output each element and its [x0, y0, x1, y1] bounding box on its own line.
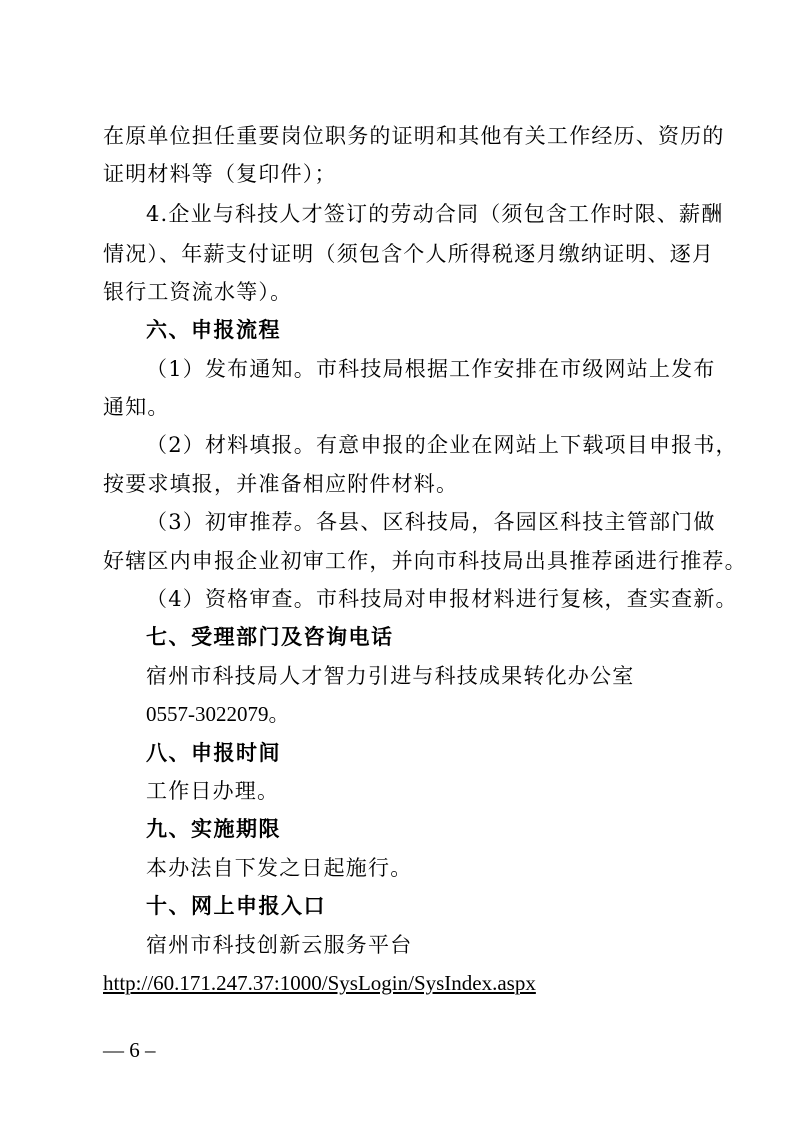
paragraph-line: 宿州市科技创新云服务平台 [146, 933, 413, 957]
paragraph-line: （3）初审推荐。各县、区科技局，各园区科技主管部门做 [146, 510, 716, 534]
phone-number: 0557-3022079。 [146, 702, 290, 726]
platform-link[interactable]: http://60.171.247.37:1000/SysLogin/SysIndex.aspx [103, 971, 536, 995]
paragraph-line: 好辖区内申报企业初审工作，并向市科技局出具推荐函进行推荐。 [103, 549, 747, 573]
section-heading-10: 十、网上申报入口 [146, 894, 326, 918]
section-heading-7: 七、受理部门及咨询电话 [146, 625, 394, 649]
paragraph-line: 宿州市科技局人才智力引进与科技成果转化办公室 [146, 664, 635, 688]
paragraph-line: （4）资格审查。市科技局对申报材料进行复核，查实查新。 [146, 587, 738, 611]
paragraph-line: （1）发布通知。市科技局根据工作安排在市级网站上发布 [146, 357, 716, 381]
section-heading-6: 六、申报流程 [146, 318, 281, 342]
paragraph-line: 工作日办理。 [146, 779, 280, 803]
paragraph-line: 本办法自下发之日起施行。 [146, 856, 413, 880]
paragraph-line: 通知。 [103, 395, 170, 419]
section-heading-8: 八、申报时间 [146, 741, 281, 765]
paragraph-line: 4.企业与科技人才签订的劳动合同（须包含工作时限、薪酬 [146, 202, 724, 226]
paragraph-line: 在原单位担任重要岗位职务的证明和其他有关工作经历、资历的 [103, 124, 725, 148]
paragraph-line: 证明材料等（复印件）； [103, 162, 337, 186]
page-number: — 6 – [103, 1038, 156, 1062]
paragraph-line: 情况）、年薪支付证明（须包含个人所得税逐月缴纳证明、逐月 [103, 242, 715, 266]
paragraph-line: （2）材料填报。有意申报的企业在网站上下载项目申报书， [146, 433, 738, 457]
section-heading-9: 九、实施期限 [146, 817, 281, 841]
paragraph-line: 银行工资流水等）。 [103, 280, 293, 304]
paragraph-line: 按要求填报，并准备相应附件材料。 [103, 472, 459, 496]
